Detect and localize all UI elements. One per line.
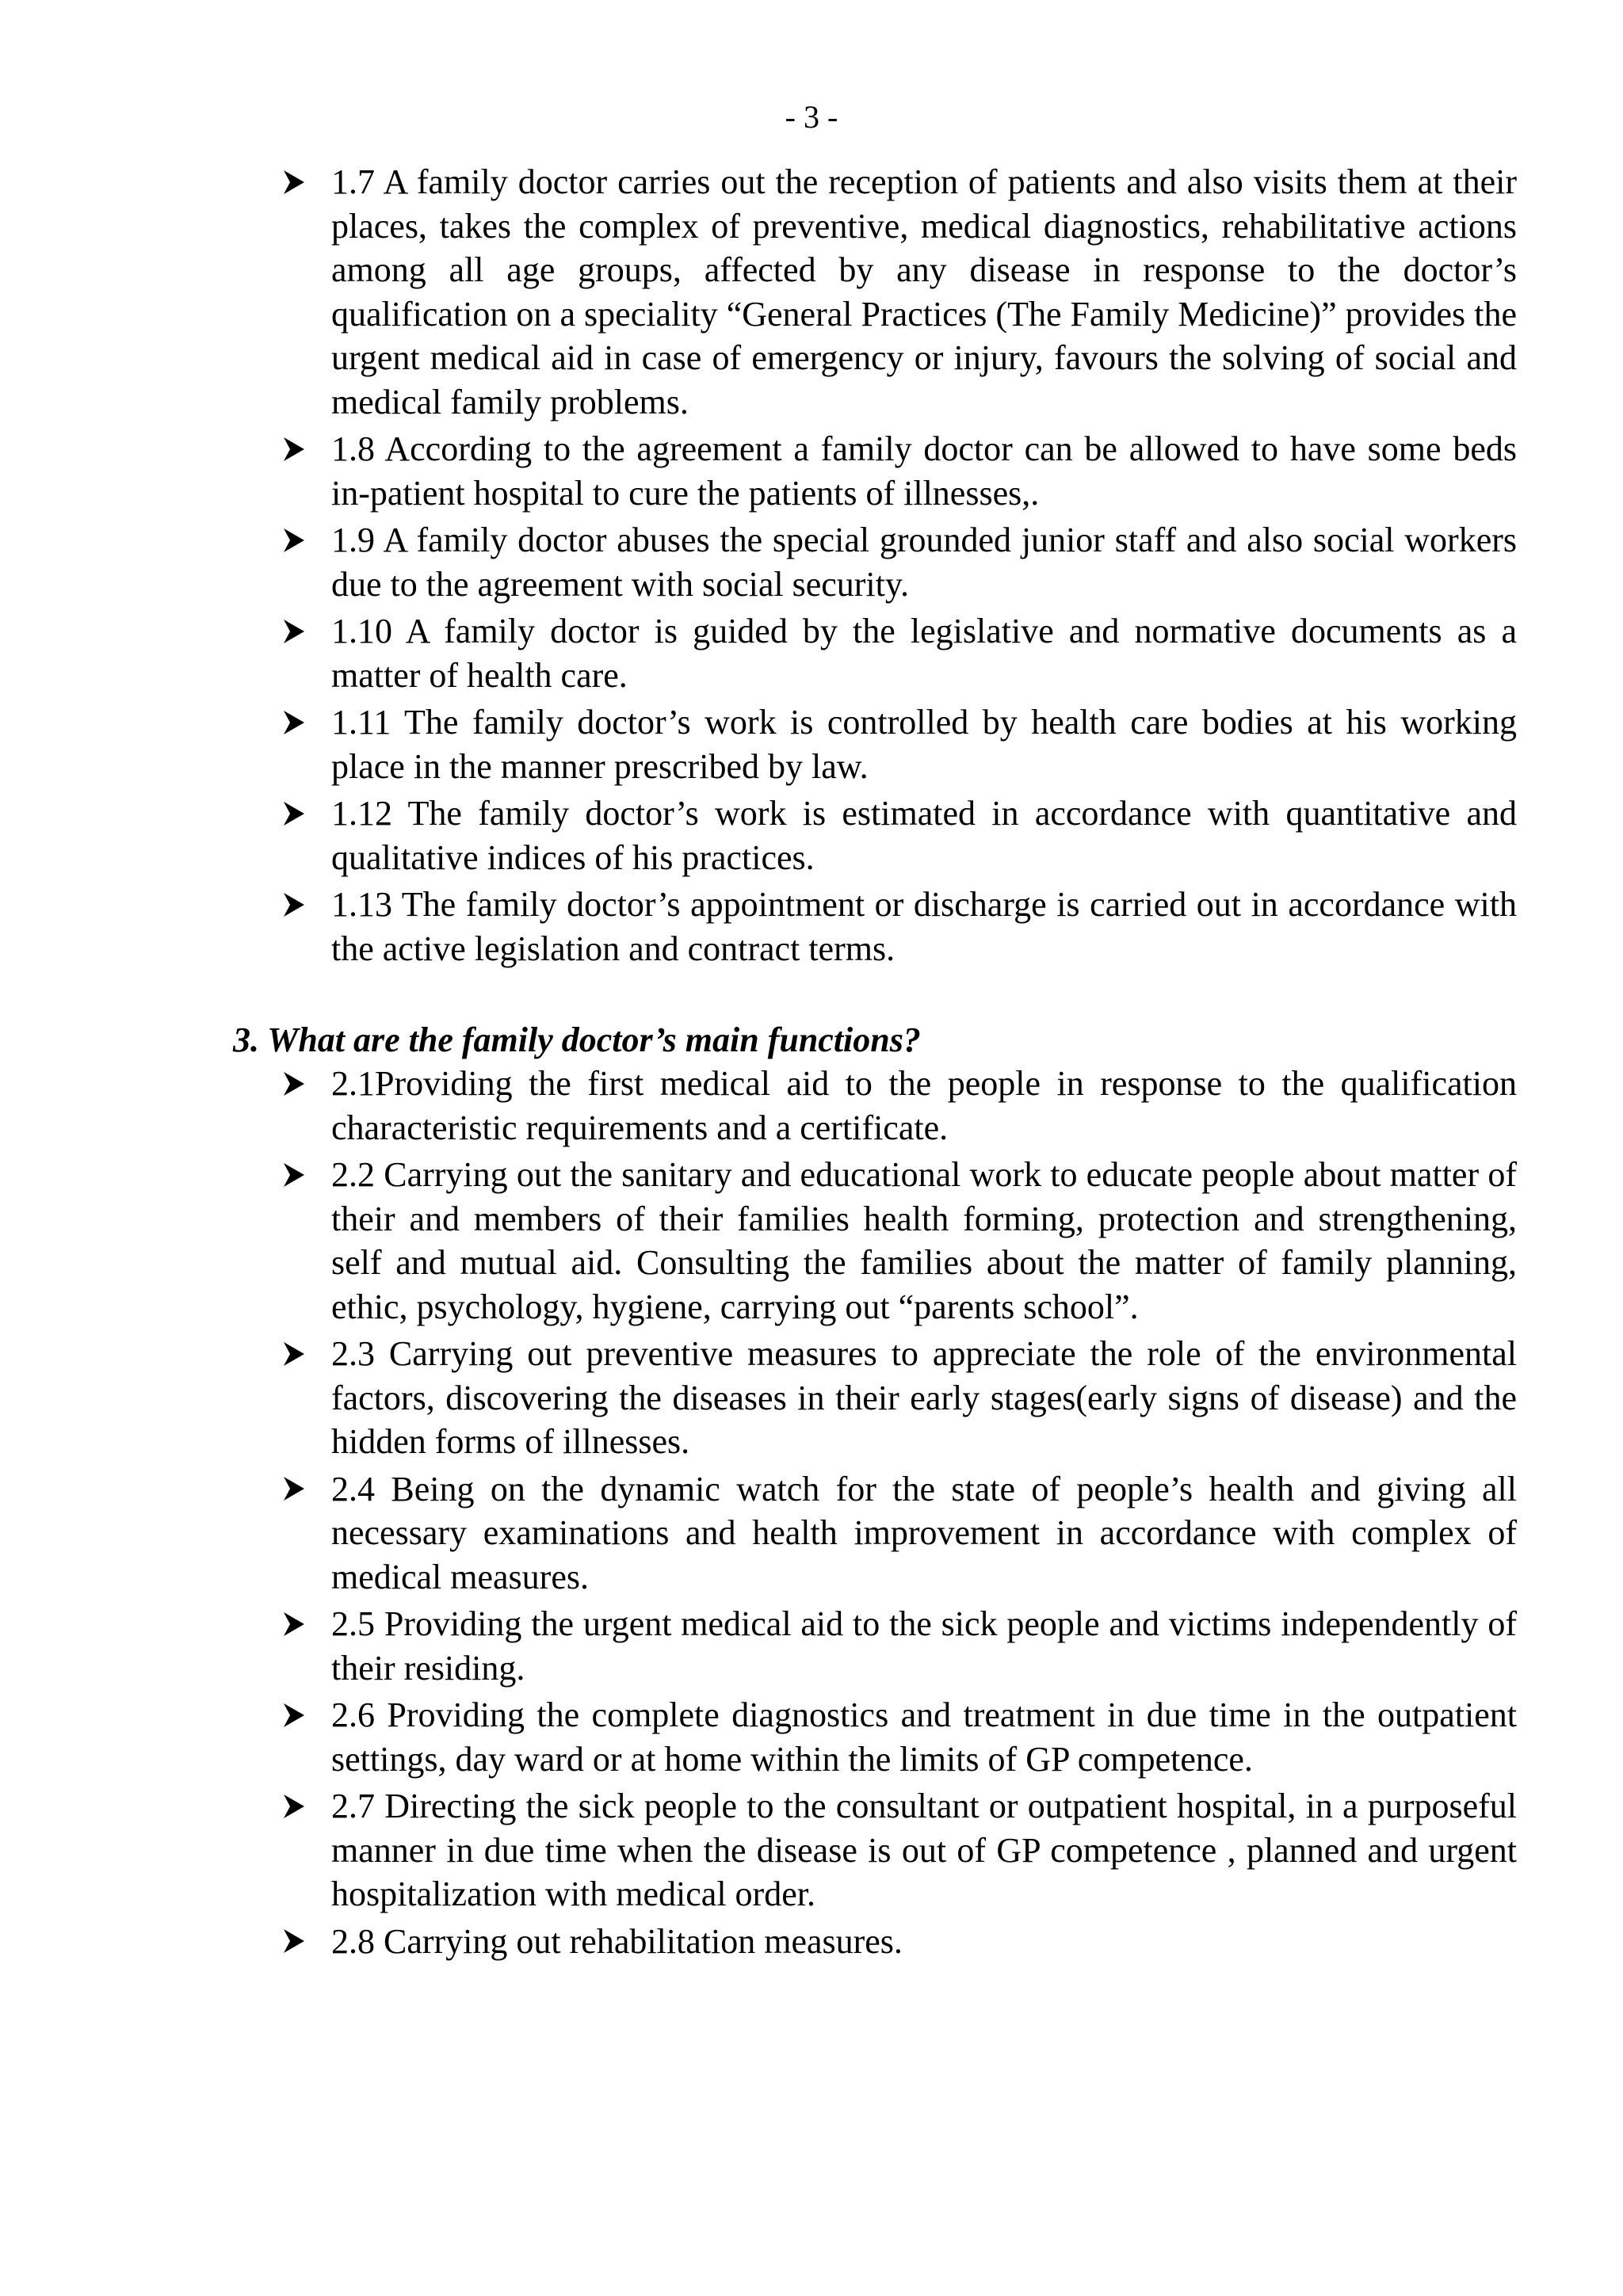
list-item xyxy=(233,791,1517,879)
list-item xyxy=(233,427,1517,515)
list-item xyxy=(233,160,1517,424)
arrowhead-bullet-icon xyxy=(284,883,307,926)
list-item-text: 2.2 Carrying out the sanitary and educational work to educate people about matter of their and members of their families health forming, protection and strengthening, self and mutual aid. Consulting the families about the matter of family planning, ethic, psychology, hygiene, carrying out “parents school”. xyxy=(331,1155,1517,1326)
arrowhead-bullet-icon xyxy=(284,1784,307,1828)
arrowhead-bullet-icon xyxy=(284,518,307,562)
arrowhead-bullet-icon xyxy=(284,1693,307,1737)
arrowhead-bullet-icon xyxy=(284,427,307,471)
section2-list xyxy=(233,1062,1517,1963)
list-item xyxy=(233,609,1517,697)
list-item xyxy=(233,1062,1517,1150)
list-item-text: 2.1Providing the first medical aid to the people in response to the qualification characteristic requirements and a certificate. xyxy=(331,1064,1517,1147)
list-item-text: 2.8 Carrying out rehabilitation measures. xyxy=(331,1921,903,1961)
list-item xyxy=(233,1920,1517,1964)
arrowhead-bullet-icon xyxy=(284,1467,307,1511)
arrowhead-bullet-icon xyxy=(284,700,307,744)
list-item xyxy=(233,1332,1517,1464)
arrowhead-bullet-icon xyxy=(284,609,307,653)
list-item-text: 1.12 The family doctor’s work is estimated in accordance with quantitative and qualitative indices of his practices. xyxy=(331,794,1517,877)
arrowhead-bullet-icon xyxy=(284,1332,307,1375)
list-item-text: 1.11 The family doctor’s work is controlled by health care bodies at his working place in the manner prescribed by law. xyxy=(331,703,1517,786)
list-item xyxy=(233,1153,1517,1329)
list-item-text: 2.3 Carrying out preventive measures to appreciate the role of the environmental factors, discovering the diseases in their early stages(early signs of disease) and the hidden forms of illnesses. xyxy=(331,1334,1517,1461)
page-number: - 3 - xyxy=(785,99,838,135)
list-item xyxy=(233,518,1517,606)
arrowhead-bullet-icon xyxy=(284,791,307,835)
list-item xyxy=(233,1784,1517,1917)
list-item-text: 1.8 According to the agreement a family doctor can be allowed to have some beds in-patient hospital to cure the patients of illnesses,. xyxy=(331,429,1517,513)
list-item-text: 1.10 A family doctor is guided by the legislative and normative documents as a matter of health care. xyxy=(331,612,1517,695)
arrowhead-bullet-icon xyxy=(284,1920,307,1963)
list-item-text: 2.6 Providing the complete diagnostics and treatment in due time in the outpatient settings, day ward or at home within the limits of GP competence. xyxy=(331,1695,1517,1779)
arrowhead-bullet-icon xyxy=(284,1062,307,1105)
document-body xyxy=(233,160,1517,1966)
list-item xyxy=(233,1602,1517,1690)
list-item-text: 2.5 Providing the urgent medical aid to the sick people and victims independently of their residing. xyxy=(331,1604,1517,1688)
list-item-text: 1.9 A family doctor abuses the special grounded junior staff and also social workers due to the agreement with social security. xyxy=(331,521,1517,604)
list-item xyxy=(233,1467,1517,1600)
arrowhead-bullet-icon xyxy=(284,160,307,204)
arrowhead-bullet-icon xyxy=(284,1602,307,1646)
section1-list xyxy=(233,160,1517,971)
list-item xyxy=(233,883,1517,971)
list-item-text: 1.7 A family doctor carries out the reception of patients and also visits them at their places, takes the complex of preventive, medical diagnostics, rehabilitative actions among all age groups, affected by any disease in response to the doctor’s qualification on a speciality “General Practices (The Family Medicine)” provides the urgent medical aid in case of emergency or injury, favours the solving of social and medical family problems. xyxy=(331,162,1517,421)
list-item-text: 1.13 The family doctor’s appointment or discharge is carried out in accordance with the active legislation and contract terms. xyxy=(331,885,1517,968)
section-heading: 3. What are the family doctor’s main functions? xyxy=(233,1020,921,1059)
list-item-text: 2.7 Directing the sick people to the consultant or outpatient hospital, in a purposeful manner in due time when the disease is out of GP competence , planned and urgent hospitalization with medical order. xyxy=(331,1787,1517,1913)
list-item-text: 2.4 Being on the dynamic watch for the state of people’s health and giving all necessary examinations and health improvement in accordance with complex of medical measures. xyxy=(331,1469,1517,1596)
list-item xyxy=(233,700,1517,788)
arrowhead-bullet-icon xyxy=(284,1153,307,1196)
list-item xyxy=(233,1693,1517,1781)
